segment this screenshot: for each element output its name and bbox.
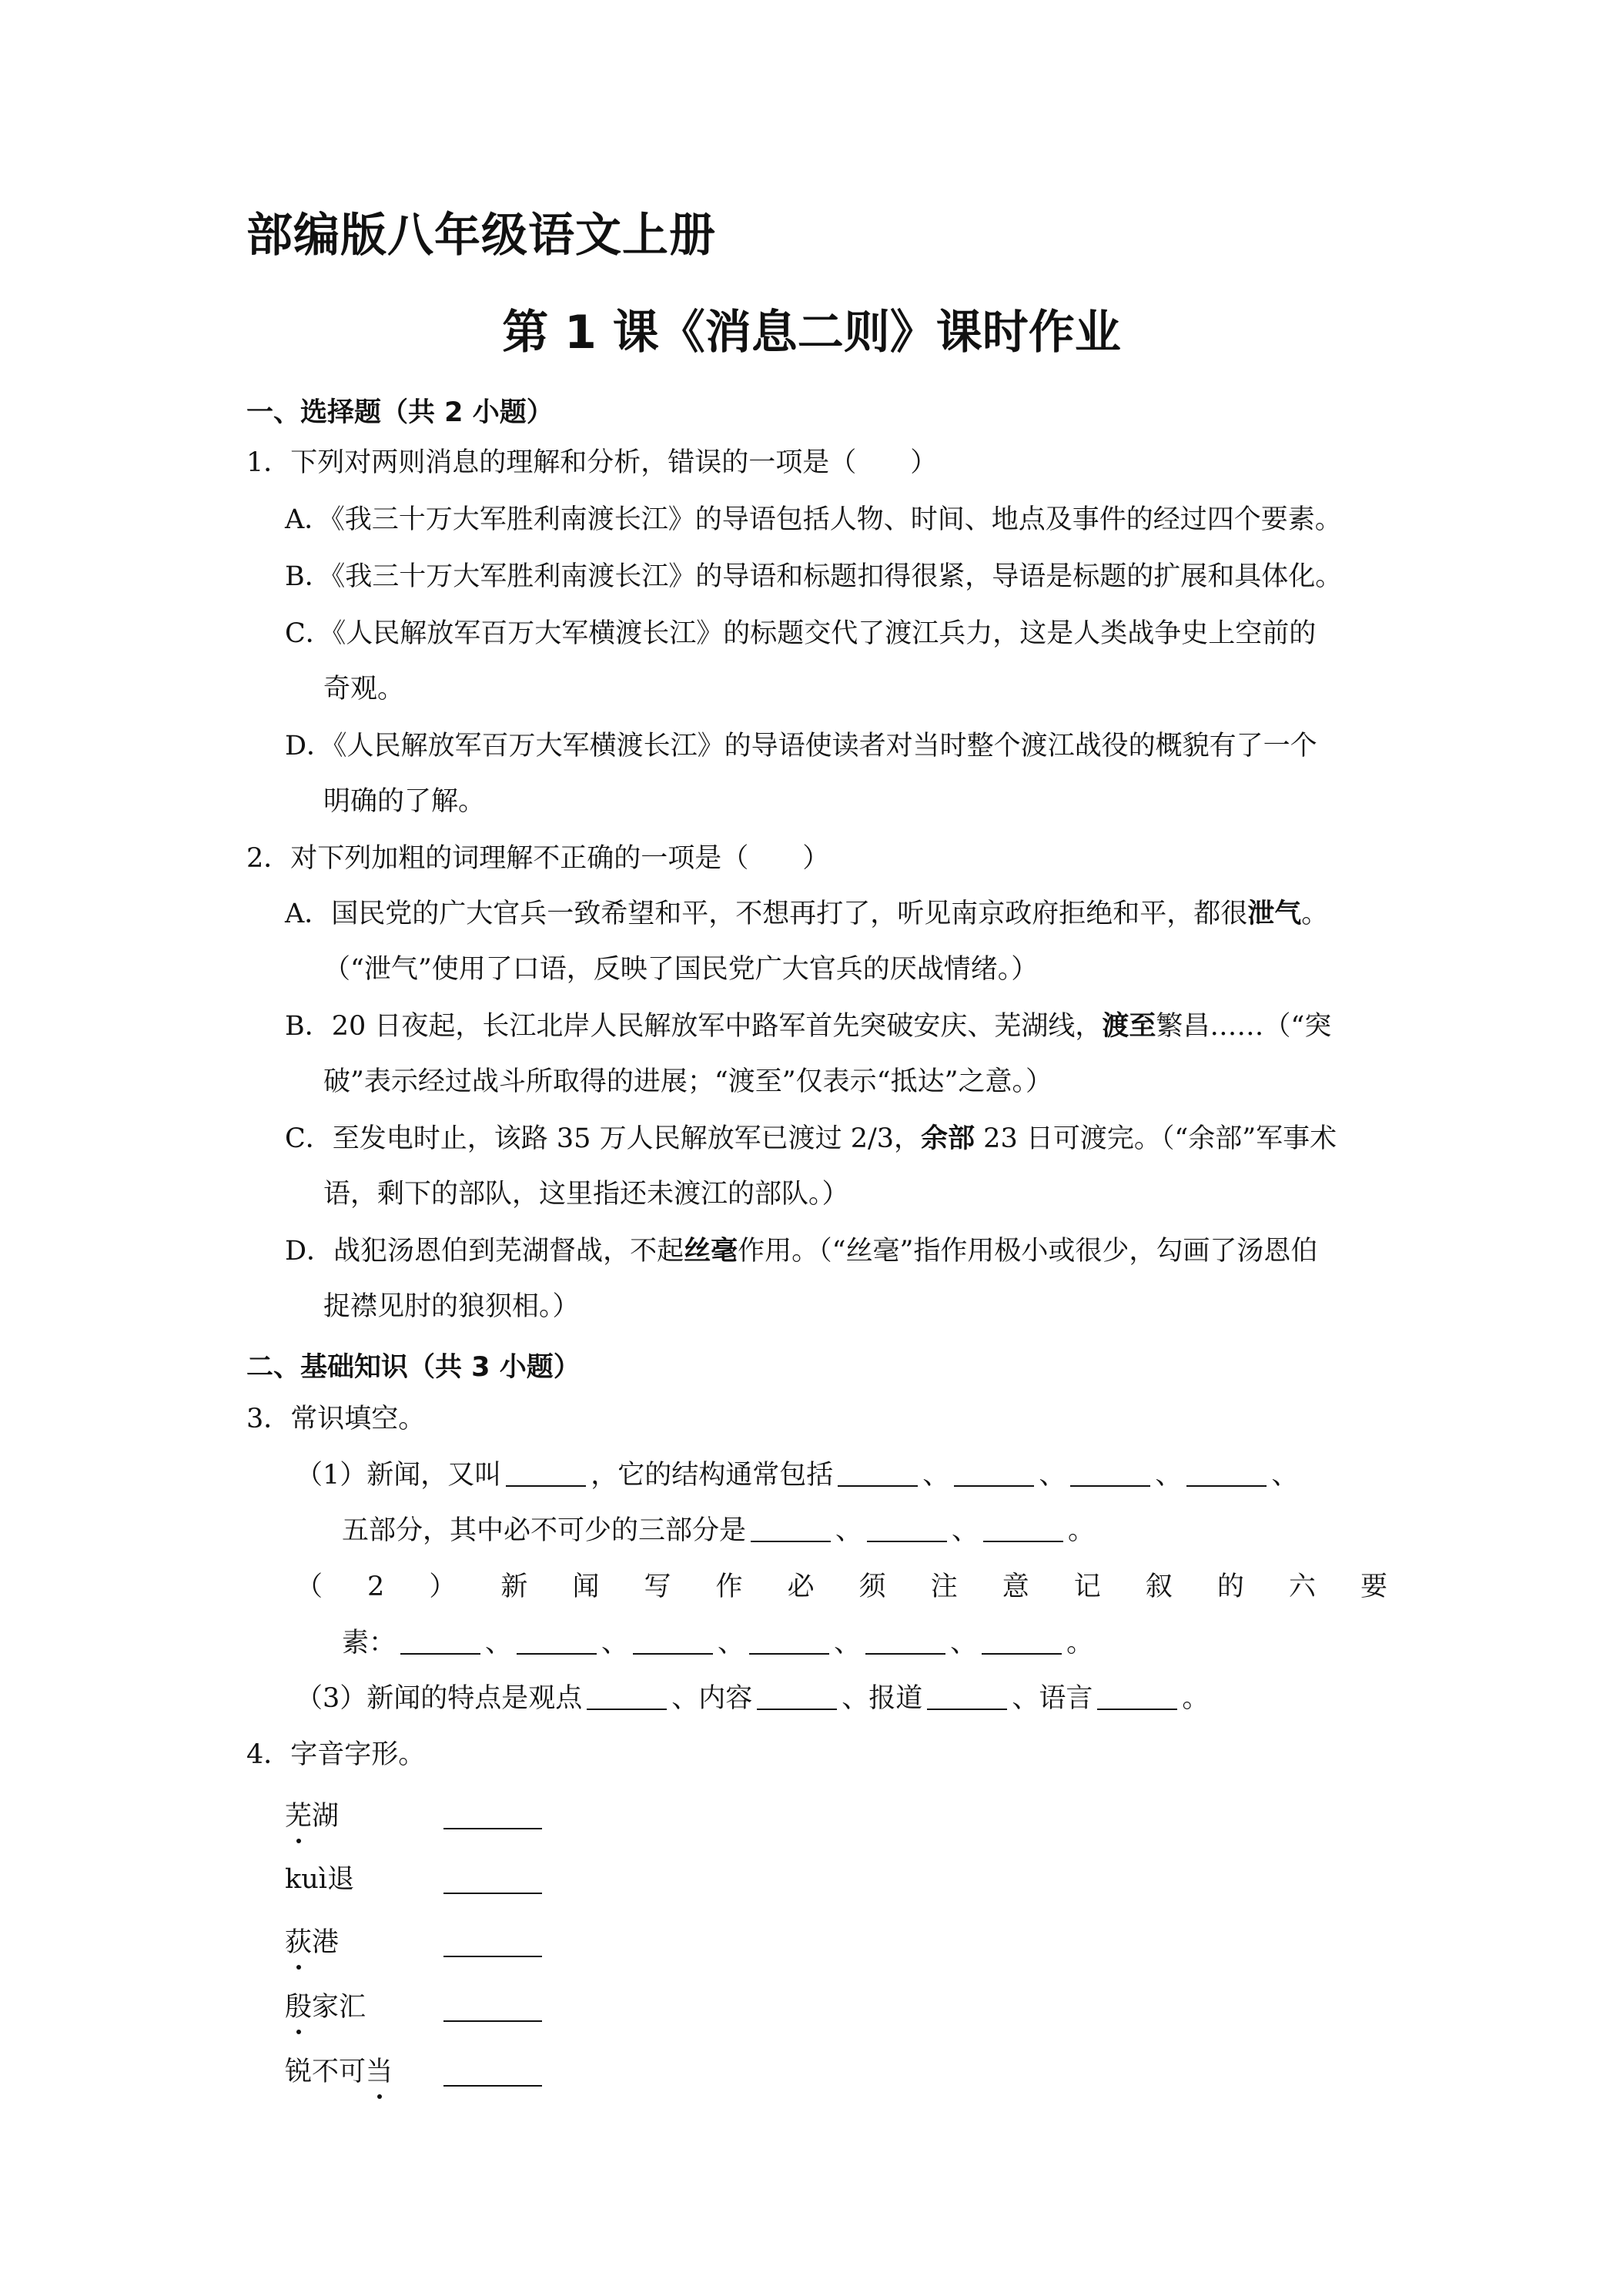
dotted-char: 当 (366, 2057, 393, 2087)
question-1-option-c: C．《人民解放军百万大军横渡长江》的标题交代了渡江兵力，这是人类战争史上空前的 (285, 618, 1317, 649)
dotted-char: 芜 (285, 1801, 313, 1832)
answer-blank[interactable] (749, 1626, 829, 1655)
bold-word: 丝毫 (684, 1236, 738, 1267)
text: 五部分，其中必不可少的三部分是 (342, 1515, 747, 1546)
separator: 、 (1155, 1460, 1183, 1491)
answer-line-4[interactable] (443, 1994, 542, 2022)
text: 港 (312, 1927, 340, 1958)
word-item-2: kuì退 (285, 1864, 354, 1895)
question-2-option-d-cont: 捉襟见肘的狼狈相。） (323, 1291, 580, 1322)
answer-line-2[interactable] (443, 1866, 542, 1894)
text: 素： (342, 1628, 397, 1658)
question-2-stem: 2．对下列加粗的词理解不正确的一项是（ ） (246, 843, 830, 874)
answer-blank[interactable] (927, 1682, 1007, 1710)
period: 。 (1068, 1515, 1096, 1546)
answer-line-1[interactable] (443, 1802, 542, 1829)
section-heading-basics: 二、基础知识（共 3 小题） (246, 1352, 581, 1383)
question-2-option-d (285, 1235, 1317, 1267)
document-title: 部编版八年级语文上册 (246, 209, 716, 263)
answer-blank[interactable] (757, 1682, 837, 1710)
question-3-part-3 (296, 1682, 1209, 1715)
text: 、报道 (842, 1683, 923, 1714)
answer-blank[interactable] (867, 1514, 947, 1542)
bold-word: 渡至 (1102, 1011, 1156, 1042)
text: （1）新闻，又叫 (296, 1460, 502, 1491)
question-3-part-2 (296, 1571, 1387, 1603)
separator: 、 (485, 1628, 513, 1658)
answer-blank[interactable] (983, 1514, 1063, 1542)
text: （3）新闻的特点是观点 (296, 1683, 583, 1714)
answer-blank[interactable] (751, 1514, 831, 1542)
separator: 、 (601, 1628, 629, 1658)
word-item-1 (285, 1800, 339, 1832)
question-3-part-1-cont (342, 1514, 1095, 1547)
question-1-stem: 1．下列对两则消息的理解和分析，错误的一项是（ ） (246, 447, 938, 478)
separator: 、 (950, 1628, 978, 1658)
word-item-4 (285, 1991, 366, 2023)
text: 锐不可 (285, 2057, 366, 2087)
char: 记 (1073, 1571, 1101, 1602)
text: 。 (1301, 899, 1329, 929)
answer-blank[interactable] (982, 1626, 1062, 1655)
question-2-option-c (285, 1123, 1337, 1155)
answer-blank[interactable] (587, 1682, 667, 1710)
question-2-option-a (285, 898, 1328, 930)
answer-blank[interactable] (1186, 1458, 1267, 1487)
answer-line-3[interactable] (443, 1930, 542, 1957)
question-4-stem: 4．字音字形。 (246, 1739, 426, 1770)
bold-word: 余部 (921, 1123, 975, 1154)
char: 2 (367, 1571, 385, 1602)
char: （ (296, 1571, 323, 1602)
lesson-title: 第 1 课《消息二则》课时作业 (502, 306, 1121, 360)
text: 23 日可渡完。（“余部”军事术 (975, 1123, 1337, 1154)
answer-blank[interactable] (1070, 1458, 1150, 1487)
answer-blank[interactable] (1097, 1682, 1177, 1710)
section-heading-choice: 一、选择题（共 2 小题） (246, 397, 554, 428)
separator: 、 (834, 1628, 862, 1658)
question-3-stem: 3．常识填空。 (246, 1404, 426, 1434)
question-1-option-c-cont: 奇观。 (323, 674, 405, 705)
text: D．战犯汤恩伯到芜湖督战，不起 (285, 1236, 684, 1267)
question-2-option-b-cont: 破”表示经过战斗所取得的进展；“渡至”仅表示“抵达”之意。） (323, 1066, 1052, 1097)
bold-word: 泄气 (1247, 899, 1302, 929)
separator: 、 (922, 1460, 950, 1491)
text: B．20 日夜起，长江北岸人民解放军中路军首先突破安庆、芜湖线， (285, 1011, 1103, 1042)
answer-blank[interactable] (400, 1626, 480, 1655)
char: ） (429, 1571, 457, 1602)
text: 家汇 (312, 1992, 366, 2023)
separator: 、 (1271, 1460, 1299, 1491)
answer-blank[interactable] (865, 1626, 945, 1655)
char: 作 (715, 1571, 743, 1602)
dotted-char: 荻 (285, 1927, 313, 1958)
char: 的 (1216, 1571, 1244, 1602)
char: 新 (500, 1571, 528, 1602)
answer-blank[interactable] (506, 1458, 586, 1487)
char: 叙 (1145, 1571, 1173, 1602)
question-3-part-1 (296, 1458, 1298, 1491)
text: ，它的结构通常包括 (591, 1460, 834, 1491)
char: 要 (1360, 1571, 1387, 1602)
question-1-option-b: B．《我三十万大军胜利南渡长江》的导语和标题扣得很紧，导语是标题的扩展和具体化。 (285, 561, 1343, 592)
answer-blank[interactable] (633, 1626, 713, 1655)
question-1-option-d-cont: 明确的了解。 (323, 786, 486, 817)
period: 。 (1066, 1628, 1094, 1658)
question-1-option-a: A．《我三十万大军胜利南渡长江》的导语包括人物、时间、地点及事件的经过四个要素。 (285, 504, 1342, 535)
separator: 、 (718, 1628, 745, 1658)
period: 。 (1182, 1683, 1210, 1714)
char: 闻 (572, 1571, 600, 1602)
char: 须 (858, 1571, 886, 1602)
text: 、内容 (671, 1683, 753, 1714)
word-item-5 (285, 2056, 393, 2088)
answer-blank[interactable] (954, 1458, 1034, 1487)
separator: 、 (1039, 1460, 1066, 1491)
separator: 、 (952, 1515, 979, 1546)
char: 注 (930, 1571, 958, 1602)
answer-line-5[interactable] (443, 2059, 542, 2087)
text: A．国民党的广大官兵一致希望和平，不想再打了，听见南京政府拒绝和平，都很 (285, 899, 1248, 929)
text: C．至发电时止，该路 35 万人民解放军已渡过 2/3， (285, 1123, 922, 1154)
char: 必 (787, 1571, 815, 1602)
char: 写 (644, 1571, 671, 1602)
question-1-option-d: D．《人民解放军百万大军横渡长江》的导语使读者对当时整个渡江战役的概貌有了一个 (285, 731, 1317, 761)
text: 湖 (312, 1801, 340, 1832)
dotted-char: 殷 (285, 1992, 313, 2023)
question-2-option-b (285, 1010, 1331, 1043)
char: 六 (1288, 1571, 1316, 1602)
question-3-part-2-cont (342, 1626, 1093, 1659)
text: 作用。（“丝毫”指作用极小或很少，勾画了汤恩伯 (738, 1236, 1318, 1267)
question-2-option-c-cont: 语，剩下的部队，这里指还未渡江的部队。） (323, 1179, 849, 1210)
char: 意 (1002, 1571, 1029, 1602)
text: 、语言 (1012, 1683, 1093, 1714)
question-2-option-a-cont: （“泄气”使用了口语，反映了国民党广大官兵的厌战情绪。） (323, 954, 1039, 985)
answer-blank[interactable] (838, 1458, 918, 1487)
text: 繁昌……（“突 (1156, 1011, 1332, 1042)
separator: 、 (835, 1515, 863, 1546)
answer-blank[interactable] (517, 1626, 597, 1655)
word-item-3 (285, 1926, 339, 1959)
